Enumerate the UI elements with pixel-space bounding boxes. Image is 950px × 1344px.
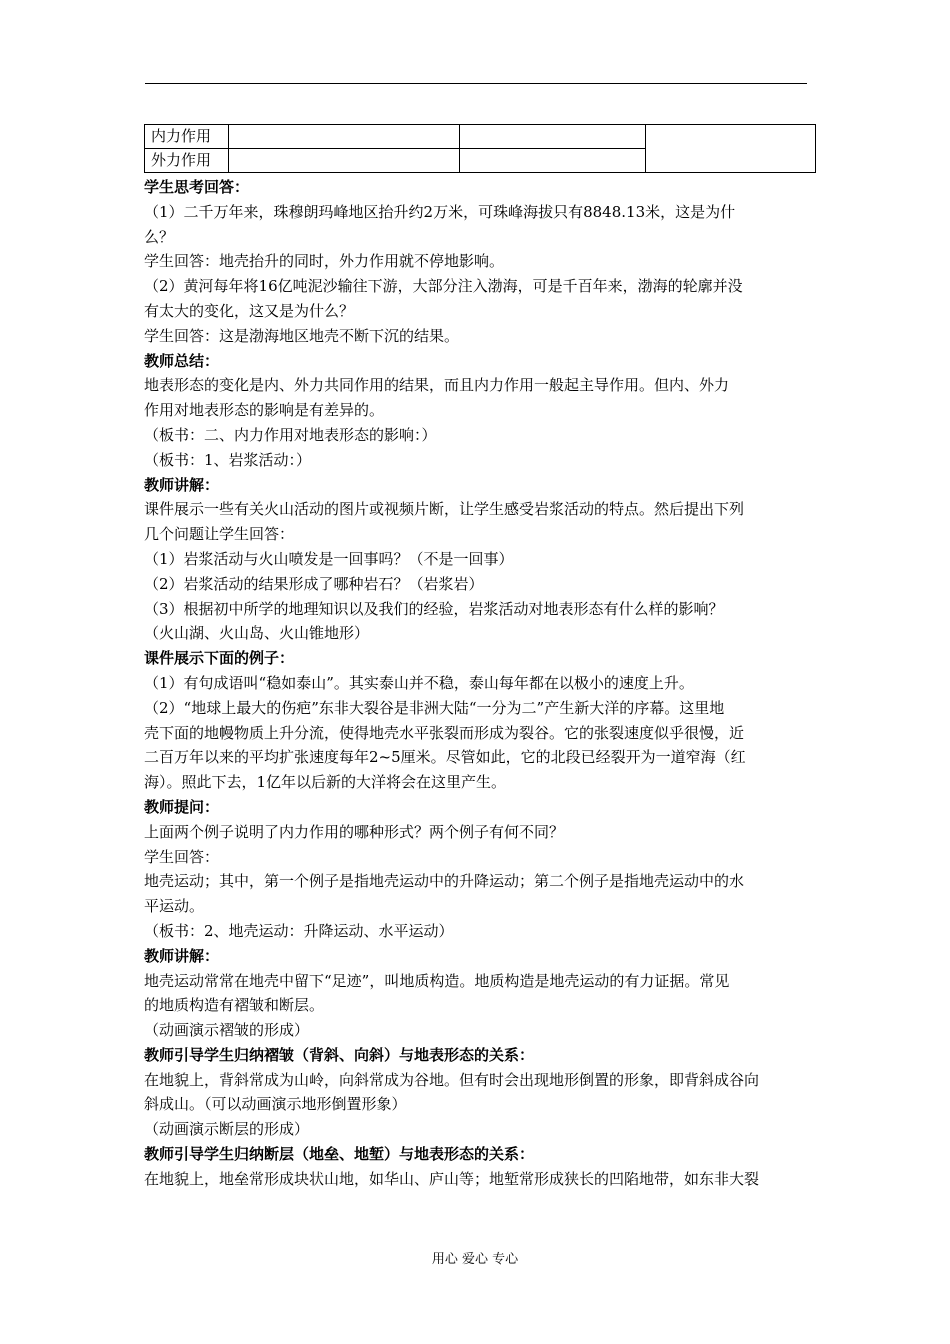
text-line: 二百万年以来的平均扩张速度每年2~5厘米。尽管如此，它的北段已经裂开为一道窄海（红 [144, 748, 746, 767]
section-heading: 教师总结： [144, 351, 220, 370]
text-line: 几个问题让学生回答： [144, 525, 295, 544]
text-line: （动画演示断层的形成） [144, 1120, 310, 1139]
text-line: 学生回答：这是渤海地区地壳不断下沉的结果。 [144, 326, 460, 345]
comparison-table [144, 124, 816, 173]
text-line: （1）二千万年来，珠穆朗玛峰地区抬升约2万米，可珠峰海拔只有8848.13米，这是为什 [144, 202, 736, 221]
table-cell [229, 149, 460, 173]
section-heading: 教师提问： [144, 797, 220, 816]
section-heading: 课件展示下面的例子： [144, 649, 295, 668]
text-line: （3）根据初中所学的地理知识以及我们的经验，岩浆活动对地表形态有什么样的影响？ [144, 599, 724, 618]
section-heading: 学生思考回答： [144, 178, 250, 196]
text-line: （1）岩浆活动与火山喷发是一回事吗？（不是一回事） [144, 549, 514, 568]
table-cell [460, 149, 646, 173]
text-line: （板书：1、岩浆活动：） [144, 450, 312, 469]
text-line: 壳下面的地幔物质上升分流，使得地壳水平张裂而形成为裂谷。它的张裂速度似乎很慢，近 [144, 723, 745, 742]
text-line: 作用对地表形态的影响是有差异的。 [144, 401, 385, 420]
table-cell [646, 125, 816, 173]
text-line: 在地貌上，背斜常成为山岭，向斜常成为谷地。但有时会出现地形倒置的形象，即背斜成谷向 [144, 1070, 760, 1089]
table-cell [229, 125, 460, 149]
text-line: 么？ [144, 227, 175, 246]
text-line: 在地貌上，地垒常形成块状山地，如华山、庐山等；地堑常形成狭长的凹陷地带，如东非大裂 [144, 1169, 760, 1188]
text-line: 课件展示一些有关火山活动的图片或视频片断，让学生感受岩浆活动的特点。然后提出下列 [144, 500, 745, 519]
text-line: 学生回答： [144, 847, 220, 866]
page-footer: 用心 爱心 专心 [431, 1252, 519, 1267]
text-line: 地壳运动常常在地壳中留下“足迹”，叫地质构造。地质构造是地壳运动的有力证据。常见 [144, 971, 730, 990]
text-line: （板书：2、地壳运动：升降运动、水平运动） [144, 921, 454, 940]
section-heading: 教师引导学生归纳褶皱（背斜、向斜）与地表形态的关系： [144, 1045, 535, 1064]
text-line: 上面两个例子说明了内力作用的哪种形式？两个例子有何不同？ [144, 822, 565, 841]
text-line: 地壳运动；其中，第一个例子是指地壳运动中的升降运动；第二个例子是指地壳运动中的水 [144, 872, 745, 891]
text-line: （火山湖、火山岛、火山锥地形） [144, 624, 370, 643]
table-row [145, 125, 816, 149]
text-line: 斜成山。（可以动画演示地形倒置形象） [144, 1095, 407, 1114]
table-cell [460, 125, 646, 149]
text-line: （1）有句成语叫“稳如泰山”。其实泰山并不稳，泰山每年都在以极小的速度上升。 [144, 673, 694, 692]
text-line: （2）“地球上最大的伤疤”东非大裂谷是非洲大陆“一分为二”产生新大洋的序幕。这里地 [144, 698, 725, 717]
row-label: 内力作用 [145, 125, 229, 149]
text-line: （动画演示褶皱的形成） [144, 1021, 310, 1040]
text-line: 海）。照此下去，1亿年以后新的大洋将会在这里产生。 [144, 773, 507, 792]
section-heading: 教师讲解： [144, 946, 220, 965]
text-line: 有太大的变化，这又是为什么？ [144, 301, 355, 320]
text-line: 学生回答：地壳抬升的同时，外力作用就不停地影响。 [144, 252, 505, 271]
document-body [144, 175, 814, 1192]
text-line: （2）黄河每年将16亿吨泥沙输往下游，大部分注入渤海，可是千百年来，渤海的轮廓并没 [144, 277, 743, 296]
header-rule [145, 83, 807, 84]
text-line: 地表形态的变化是内、外力共同作用的结果，而且内力作用一般起主导作用。但内、外力 [144, 376, 730, 395]
text-line: 的地质构造有褶皱和断层。 [144, 996, 325, 1015]
text-line: 平运动。 [144, 897, 205, 916]
section-heading: 教师引导学生归纳断层（地垒、地堑）与地表形态的关系： [144, 1145, 535, 1164]
section-heading: 教师讲解： [144, 475, 220, 494]
row-label: 外力作用 [145, 149, 229, 173]
text-line: （2）岩浆活动的结果形成了哪种岩石？（岩浆岩） [144, 574, 484, 593]
text-line: （板书：二、内力作用对地表形态的影响：） [144, 425, 437, 444]
